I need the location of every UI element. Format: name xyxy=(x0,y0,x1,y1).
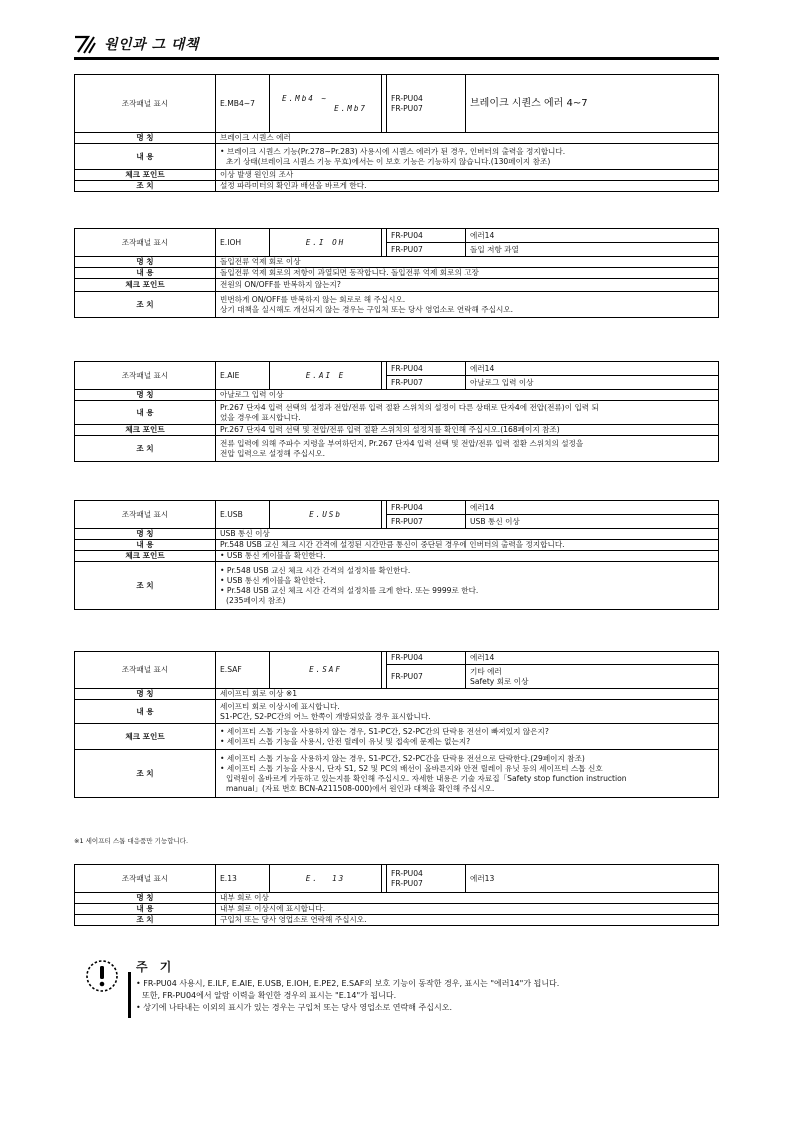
row-desc: 내부 회로 이상 xyxy=(216,893,719,904)
row-label: 조 치 xyxy=(75,915,216,926)
pu-models: FR-PU04 FR-PU07 xyxy=(387,75,466,133)
error-table-usb xyxy=(74,500,719,610)
note-line: • 상기에 나타내는 이외의 표시가 있는 경우는 구입처 또는 당사 영업소로 연락해 주십시오. xyxy=(136,1003,452,1012)
panel-display-label: 조작패널 표시 xyxy=(75,865,216,893)
row-label: 조 치 xyxy=(75,562,216,610)
panel-display-label: 조작패널 표시 xyxy=(75,501,216,529)
error-message: 에러13 xyxy=(466,865,719,893)
row-label: 조 치 xyxy=(75,181,216,192)
pu04-message: 에러14 xyxy=(466,362,719,376)
pu07-message: 기타 에러 Safety 회로 이상 xyxy=(466,665,719,689)
pu04-label: FR-PU04 xyxy=(387,501,466,515)
row-desc: 구입처 또는 당사 영업소로 연락해 주십시오. xyxy=(216,915,719,926)
error-table-mb4 xyxy=(74,74,719,192)
pu04-label: FR-PU04 xyxy=(387,362,466,376)
row-desc: 세이프티 회로 이상시에 표시합니다. S1-PC간, S2-PC간의 어느 한쪽이 개방되었을 경우 표시합니다. xyxy=(216,700,719,724)
segment-display: E.AI E xyxy=(270,362,382,390)
pu07-message: 아날로그 입력 이상 xyxy=(466,376,719,390)
row-label: 체크 포인트 xyxy=(75,170,216,181)
row-label: 명 칭 xyxy=(75,893,216,904)
row-label: 내 용 xyxy=(75,401,216,425)
error-code: E.SAF xyxy=(216,652,270,689)
error-table-ioh xyxy=(74,228,719,318)
row-desc: 이상 발생 원인의 조사 xyxy=(216,170,719,181)
row-desc: 내부 회로 이상시에 표시합니다. xyxy=(216,904,719,915)
pu-models: FR-PU04 FR-PU07 xyxy=(387,865,466,893)
row-desc: 설정 파라미터의 확인과 배선을 바르게 한다. xyxy=(216,181,719,192)
segment-display: E.SAF xyxy=(270,652,382,689)
footnote: ※1 세이프티 스톱 대응품만 기능합니다. xyxy=(74,837,189,845)
row-desc: • 브레이크 시퀀스 기능(Pr.278~Pr.283) 사용시에 시퀀스 에러가 된 경우, 인버터의 출력을 정지합니다. 초기 상태(브레이크 시퀀스 기능 무효)에서는 이 보호 기능은 기능하지 않습니다.(130페이지 참조) xyxy=(216,144,719,170)
pu04-label: FR-PU04 xyxy=(387,652,466,665)
row-label: 조 치 xyxy=(75,750,216,798)
segment-display: E.USb xyxy=(270,501,382,529)
row-desc: 돌입전류 억제 회로의 저항이 과열되면 동작합니다. 돌입전류 억제 회로의 고장 xyxy=(216,268,719,279)
error-message: 브레이크 시퀀스 에러 4~7 xyxy=(466,75,719,133)
pu04-message: 에러14 xyxy=(466,501,719,515)
note-title: 주 기 xyxy=(136,960,176,974)
error-table-13 xyxy=(74,864,719,926)
error-table-saf xyxy=(74,651,719,798)
row-desc: • 세이프티 스톱 기능을 사용하지 않는 경우, S1-PC간, S2-PC간을 단락용 전선으로 단락한다.(29페이지 참조) • 세이프티 스톱 기능을 사용시, 단자 S1, S2 및 PC의 배선이 올바른지와 안전 릴레이 유닛 등의 세이프티 스톱 신호 입력원이 올바르게 가동하고 있는지를 확인해 주십시오. 자세한 내용은 기술 자료집「Safety stop function instruction manual」(자료 번호 BCN-A211508-000)에서 원인과 대책을 확인해 주십시오. xyxy=(216,750,719,798)
error-code: E.13 xyxy=(216,865,270,893)
row-label: 명 칭 xyxy=(75,529,216,540)
segment-display: E.Mb4 ~ E.Mb7 xyxy=(270,75,382,133)
row-desc: • Pr.548 USB 교신 체크 시간 간격의 설정치를 확인한다. • USB 통신 케이블을 확인한다. • Pr.548 USB 교신 체크 시간 간격의 설정치를 크게 한다. 또는 9999로 한다. (235페이지 참조) xyxy=(216,562,719,610)
panel-display-label: 조작패널 표시 xyxy=(75,362,216,390)
row-label: 체크 포인트 xyxy=(75,279,216,292)
pu07-message: 돌입 저항 과열 xyxy=(466,243,719,257)
panel-display-label: 조작패널 표시 xyxy=(75,229,216,257)
error-table-aie xyxy=(74,361,719,462)
row-desc: • USB 통신 케이블을 확인한다. xyxy=(216,551,719,562)
panel-display-label: 조작패널 표시 xyxy=(75,75,216,133)
row-desc: 전원의 ON/OFF를 반복하지 않는지? xyxy=(216,279,719,292)
row-desc: 돌입전류 억제 회로 이상 xyxy=(216,257,719,268)
row-label: 조 치 xyxy=(75,292,216,318)
error-code: E.USB xyxy=(216,501,270,529)
panel-display-label: 조작패널 표시 xyxy=(75,652,216,689)
row-desc: Pr.267 단자4 입력 선택의 설정과 전압/전류 입력 절환 스위치의 설정이 다른 상태로 단자4에 전압(전류)이 입력 되 었을 경우에 표시합니다. xyxy=(216,401,719,425)
row-label: 명 칭 xyxy=(75,257,216,268)
row-label: 내 용 xyxy=(75,268,216,279)
row-desc: 전류 입력에 의해 주파수 지령을 부여하던지, Pr.267 단자4 입력 선택 및 전압/전류 입력 절환 스위치의 설정을 전압 입력으로 설정해 주십시오. xyxy=(216,436,719,462)
caution-icon xyxy=(84,958,120,994)
note-line: • FR-PU04 사용시, E.ILF, E.AIE, E.USB, E.IOH, E.PE2, E.SAF의 보호 기능이 동작한 경우, 표시는 "에러14"가 됩니다. xyxy=(136,979,560,988)
page-title: 원인과 그 대책 xyxy=(104,37,199,53)
section-logo-icon xyxy=(74,35,96,55)
error-code: E.AIE xyxy=(216,362,270,390)
segment-display: E. 13 xyxy=(270,865,382,893)
row-desc: 빈번하게 ON/OFF를 반복하지 않는 회로로 해 주십시오. 상기 대책을 실시해도 개선되지 않는 경우는 구입처 또는 당사 영업소로 연락해 주십시오. xyxy=(216,292,719,318)
row-label: 체크 포인트 xyxy=(75,724,216,750)
row-label: 내 용 xyxy=(75,144,216,170)
row-label: 체크 포인트 xyxy=(75,425,216,436)
pu07-label: FR-PU07 xyxy=(387,243,466,257)
row-label: 내 용 xyxy=(75,540,216,551)
row-label: 조 치 xyxy=(75,436,216,462)
note-bar xyxy=(128,972,131,1018)
note-line: 또한, FR-PU04에서 알람 이력을 확인한 경우의 표시는 "E.14"가 됩니다. xyxy=(142,991,397,1000)
pu07-message: USB 통신 이상 xyxy=(466,515,719,529)
pu07-label: FR-PU07 xyxy=(387,376,466,390)
row-label: 내 용 xyxy=(75,904,216,915)
row-desc: 아날로그 입력 이상 xyxy=(216,390,719,401)
row-label: 명 칭 xyxy=(75,133,216,144)
segment-display: E.I OH xyxy=(270,229,382,257)
error-code: E.MB4~7 xyxy=(216,75,270,133)
row-label: 체크 포인트 xyxy=(75,551,216,562)
pu07-label: FR-PU07 xyxy=(387,515,466,529)
pu04-message: 에러14 xyxy=(466,652,719,665)
row-label: 명 칭 xyxy=(75,390,216,401)
row-desc: USB 통신 이상 xyxy=(216,529,719,540)
error-code: E.IOH xyxy=(216,229,270,257)
pu07-label: FR-PU07 xyxy=(387,665,466,689)
row-desc: 세이프티 회로 이상 ※1 xyxy=(216,689,719,700)
row-label: 명 칭 xyxy=(75,689,216,700)
row-desc: • 세이프티 스톱 기능을 사용하지 않는 경우, S1-PC간, S2-PC간의 단락용 전선이 빠져있지 않은지? • 세이프티 스톱 기능을 사용시, 안전 릴레이 유닛 및 접속에 문제는 없는지? xyxy=(216,724,719,750)
row-desc: 브레이크 시퀀스 에러 xyxy=(216,133,719,144)
row-desc: Pr.267 단자4 입력 선택 및 전압/전류 입력 절환 스위치의 설정치를 확인해 주십시오.(168페이지 참조) xyxy=(216,425,719,436)
note-section xyxy=(84,958,724,1018)
row-label: 내 용 xyxy=(75,700,216,724)
header-rule xyxy=(74,57,719,60)
page-header xyxy=(74,32,719,60)
pu04-message: 에러14 xyxy=(466,229,719,243)
pu04-label: FR-PU04 xyxy=(387,229,466,243)
row-desc: Pr.548 USB 교신 체크 시간 간격에 설정된 시간만큼 통신이 중단된 경우에 인버터의 출력을 정지합니다. xyxy=(216,540,719,551)
